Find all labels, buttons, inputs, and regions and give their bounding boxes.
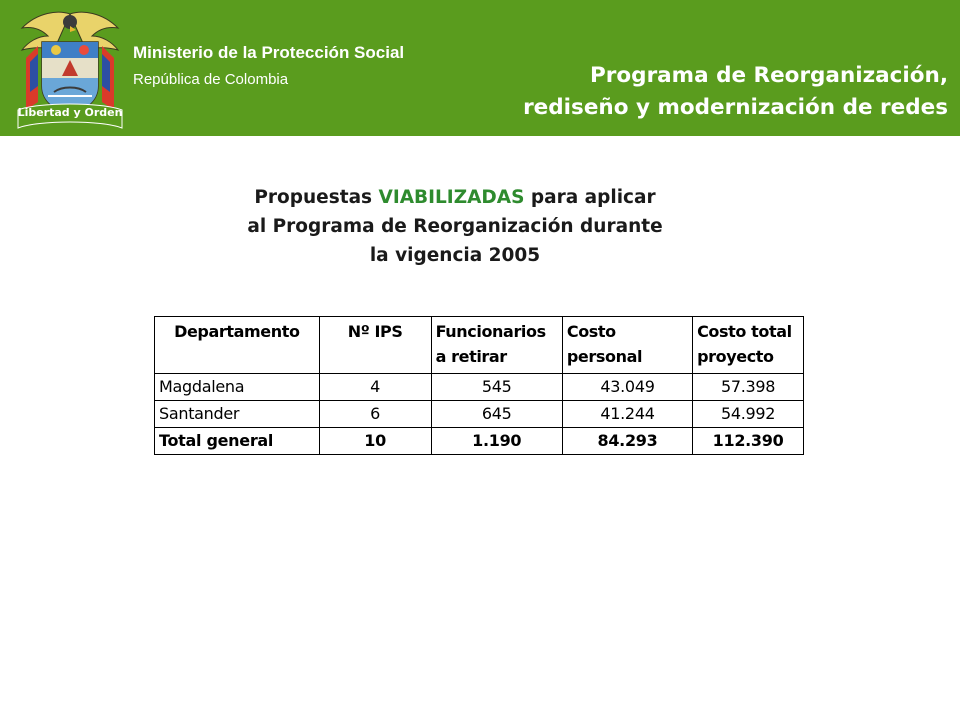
header-costo-total-line2: proyecto: [697, 347, 774, 366]
ministry-name: Ministerio de la Protección Social: [133, 43, 405, 62]
republic-name: República de Colombia: [133, 71, 289, 88]
total-label: Total general: [155, 428, 320, 455]
heading-line3: la vigencia 2005: [369, 245, 541, 266]
header-funcionarios-line2: a retirar: [435, 347, 507, 366]
header-costo-personal: [562, 317, 692, 374]
header-costo-total-line1: Costo total: [697, 322, 792, 341]
heading-part2: para aplicar: [524, 187, 656, 208]
cell-departamento: Santander: [155, 401, 320, 428]
heading-line2: al Programa de Reorganización durante: [247, 216, 663, 237]
cell-costo-total: 54.992: [693, 401, 804, 428]
header-costo-personal-line1: Costo: [566, 322, 616, 341]
cell-funcionarios: 545: [431, 374, 562, 401]
coat-of-arms-logo: [8, 6, 132, 132]
header-funcionarios-line1: Funcionarios: [435, 322, 546, 341]
program-title-line1: Programa de Reorganización,: [590, 63, 948, 88]
total-funcionarios: 1.190: [431, 428, 562, 455]
table-row: [155, 374, 804, 401]
header-banner: [0, 0, 960, 136]
total-costo-total: 112.390: [693, 428, 804, 455]
total-n-ips: 10: [319, 428, 431, 455]
motto-label: Libertad y Orden: [17, 106, 123, 119]
cell-n-ips: 4: [319, 374, 431, 401]
heading-highlight: VIABILIZADAS: [378, 187, 525, 208]
cell-n-ips: 6: [319, 401, 431, 428]
header-n-ips: Nº IPS: [319, 317, 431, 374]
program-title-line2: rediseño y modernización de redes: [523, 95, 948, 120]
table-total-row: [155, 428, 804, 455]
program-title: [428, 60, 948, 124]
header-costo-total: [693, 317, 804, 374]
header-departamento: Departamento: [155, 317, 320, 374]
cell-costo-personal: 43.049: [562, 374, 692, 401]
table-header-row: [155, 317, 804, 374]
total-costo-personal: 84.293: [562, 428, 692, 455]
section-heading: [205, 183, 705, 270]
heading-part1: Propuestas: [254, 187, 379, 208]
header-funcionarios: [431, 317, 562, 374]
proposals-table: [154, 316, 804, 455]
cell-costo-total: 57.398: [693, 374, 804, 401]
cell-costo-personal: 41.244: [562, 401, 692, 428]
cell-departamento: Magdalena: [155, 374, 320, 401]
header-costo-personal-line2: personal: [566, 347, 643, 366]
cell-funcionarios: 645: [431, 401, 562, 428]
table-row: [155, 401, 804, 428]
heading-line1: [205, 183, 705, 212]
